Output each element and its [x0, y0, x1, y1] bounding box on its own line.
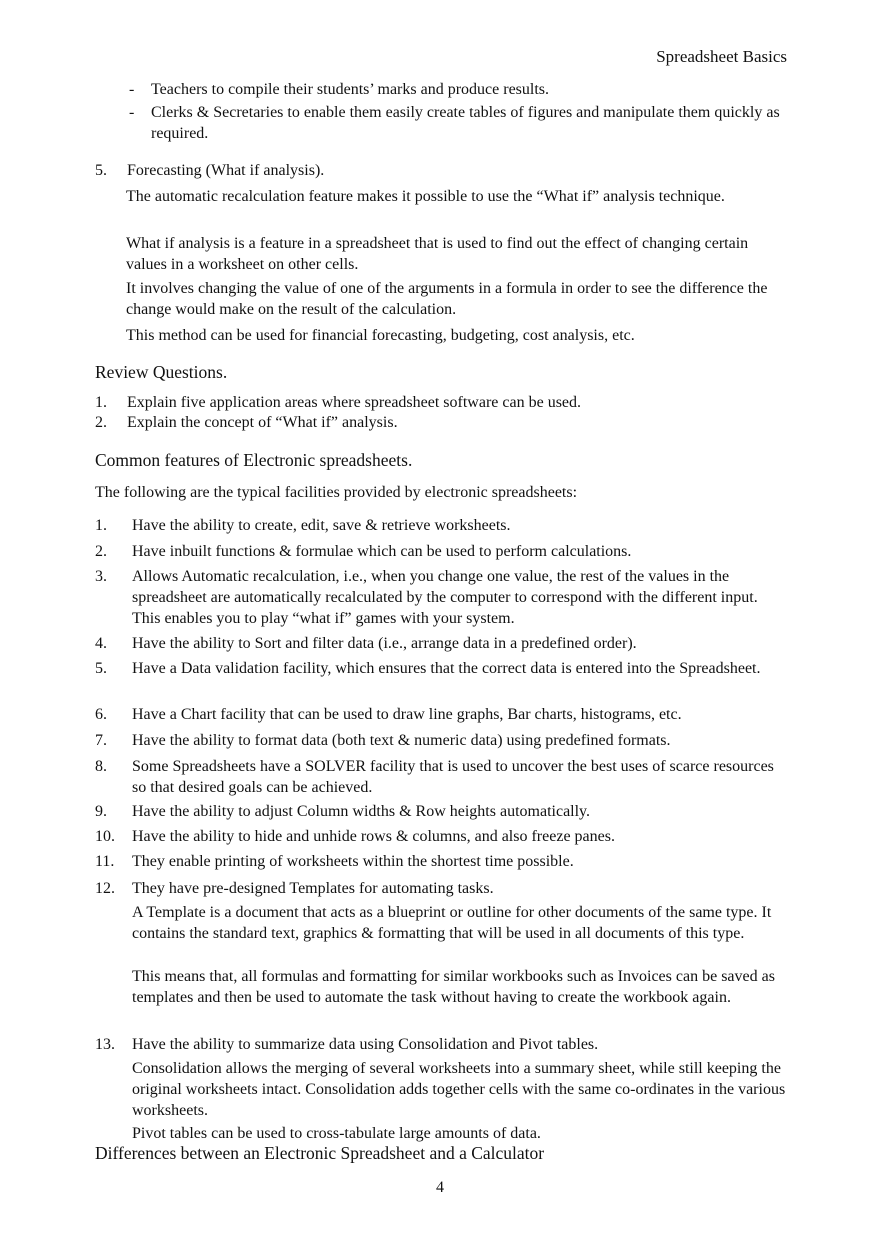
- forecasting-paragraph: This method can be used for financial forecasting, budgeting, cost analysis, etc.: [126, 327, 635, 344]
- list-number: 8.: [95, 758, 107, 775]
- running-header: Spreadsheet Basics: [656, 47, 787, 66]
- feature-item: Have the ability to hide and unhide rows & columns, and also freeze panes.: [132, 828, 615, 845]
- list-number: 3.: [95, 568, 107, 585]
- features-intro: The following are the typical facilities provided by electronic spreadsheets:: [95, 484, 578, 501]
- review-question: Explain five application areas where spreadsheet software can be used.: [127, 394, 582, 411]
- list-number: 5.: [95, 660, 107, 677]
- list-number: 7.: [95, 732, 107, 749]
- template-paragraph: This means that, all formulas and formatting for similar workbooks such as Invoices can be saved as templates and then be used to automate the task without having to create the workbook again.: [132, 968, 775, 1006]
- forecasting-paragraph: The automatic recalculation feature makes it possible to use the “What if” analysis technique.: [126, 188, 725, 205]
- feature-item: Have a Data validation facility, which ensures that the correct data is entered into the Spreadsheet.: [132, 660, 761, 677]
- feature-item: Have the ability to create, edit, save & retrieve worksheets.: [132, 517, 511, 534]
- list-number: 5.: [95, 162, 107, 179]
- feature-item: Some Spreadsheets have a SOLVER facility that is used to uncover the best uses of scarce resources so that desired goals can be achieved.: [132, 758, 774, 796]
- review-heading: Review Questions.: [95, 362, 228, 382]
- feature-item: They enable printing of worksheets within the shortest time possible.: [132, 853, 574, 870]
- list-number: 2.: [95, 543, 107, 560]
- list-number: 2.: [95, 414, 107, 431]
- list-number: 12.: [95, 880, 115, 897]
- review-question: Explain the concept of “What if” analysis.: [127, 414, 398, 431]
- feature-item: Have the ability to Sort and filter data (i.e., arrange data in a predefined order).: [132, 635, 637, 652]
- pivot-paragraph: Pivot tables can be used to cross-tabulate large amounts of data.: [132, 1125, 541, 1142]
- consolidation-paragraph: Consolidation allows the merging of several worksheets into a summary sheet, while still keeping the original worksheets intact. Consolidation adds together cells with the same co-ordinates in the various worksheets.: [132, 1060, 786, 1119]
- list-number: 4.: [95, 635, 107, 652]
- bullet-dash: -: [129, 104, 135, 121]
- forecasting-paragraph: What if analysis is a feature in a spreadsheet that is used to find out the effect of changing certain values in a worksheet on other cells.: [126, 235, 749, 273]
- list-number: 11.: [95, 853, 115, 870]
- features-heading: Common features of Electronic spreadsheets.: [95, 450, 413, 470]
- forecasting-title: Forecasting (What if analysis).: [127, 162, 325, 179]
- feature-item: Have a Chart facility that can be used to draw line graphs, Bar charts, histograms, etc.: [132, 706, 682, 723]
- list-number: 10.: [95, 828, 115, 845]
- bullet-item: Teachers to compile their students’ marks and produce results.: [151, 81, 550, 98]
- template-paragraph: A Template is a document that acts as a blueprint or outline for other documents of the same type. It contains the standard text, graphics & formatting that will be used in all documents of this type.: [132, 904, 772, 942]
- forecasting-paragraph: It involves changing the value of one of the arguments in a formula in order to see the difference the change would make on the result of the calculation.: [126, 280, 768, 318]
- list-number: 1.: [95, 394, 107, 411]
- list-number: 1.: [95, 517, 107, 534]
- feature-item: Have the ability to format data (both text & numeric data) using predefined formats.: [132, 732, 671, 749]
- list-number: 9.: [95, 803, 107, 820]
- list-number: 13.: [95, 1036, 115, 1053]
- differences-heading: Differences between an Electronic Spreadsheet and a Calculator: [95, 1143, 545, 1163]
- feature-item: They have pre-designed Templates for automating tasks.: [132, 880, 494, 897]
- list-number: 6.: [95, 706, 107, 723]
- bullet-item: Clerks & Secretaries to enable them easily create tables of figures and manipulate them quickly as required.: [151, 104, 780, 142]
- feature-item: Have the ability to adjust Column widths & Row heights automatically.: [132, 803, 591, 820]
- feature-item: Allows Automatic recalculation, i.e., when you change one value, the rest of the values in the spreadsheet are automatically recalculated by the computer to correspond with the different input. This enables you to play “what if” games with your system.: [132, 568, 758, 627]
- feature-item: Have inbuilt functions & formulae which can be used to perform calculations.: [132, 543, 632, 560]
- bullet-dash: -: [129, 81, 135, 98]
- feature-item: Have the ability to summarize data using Consolidation and Pivot tables.: [132, 1036, 599, 1053]
- page-number: 4: [436, 1179, 444, 1196]
